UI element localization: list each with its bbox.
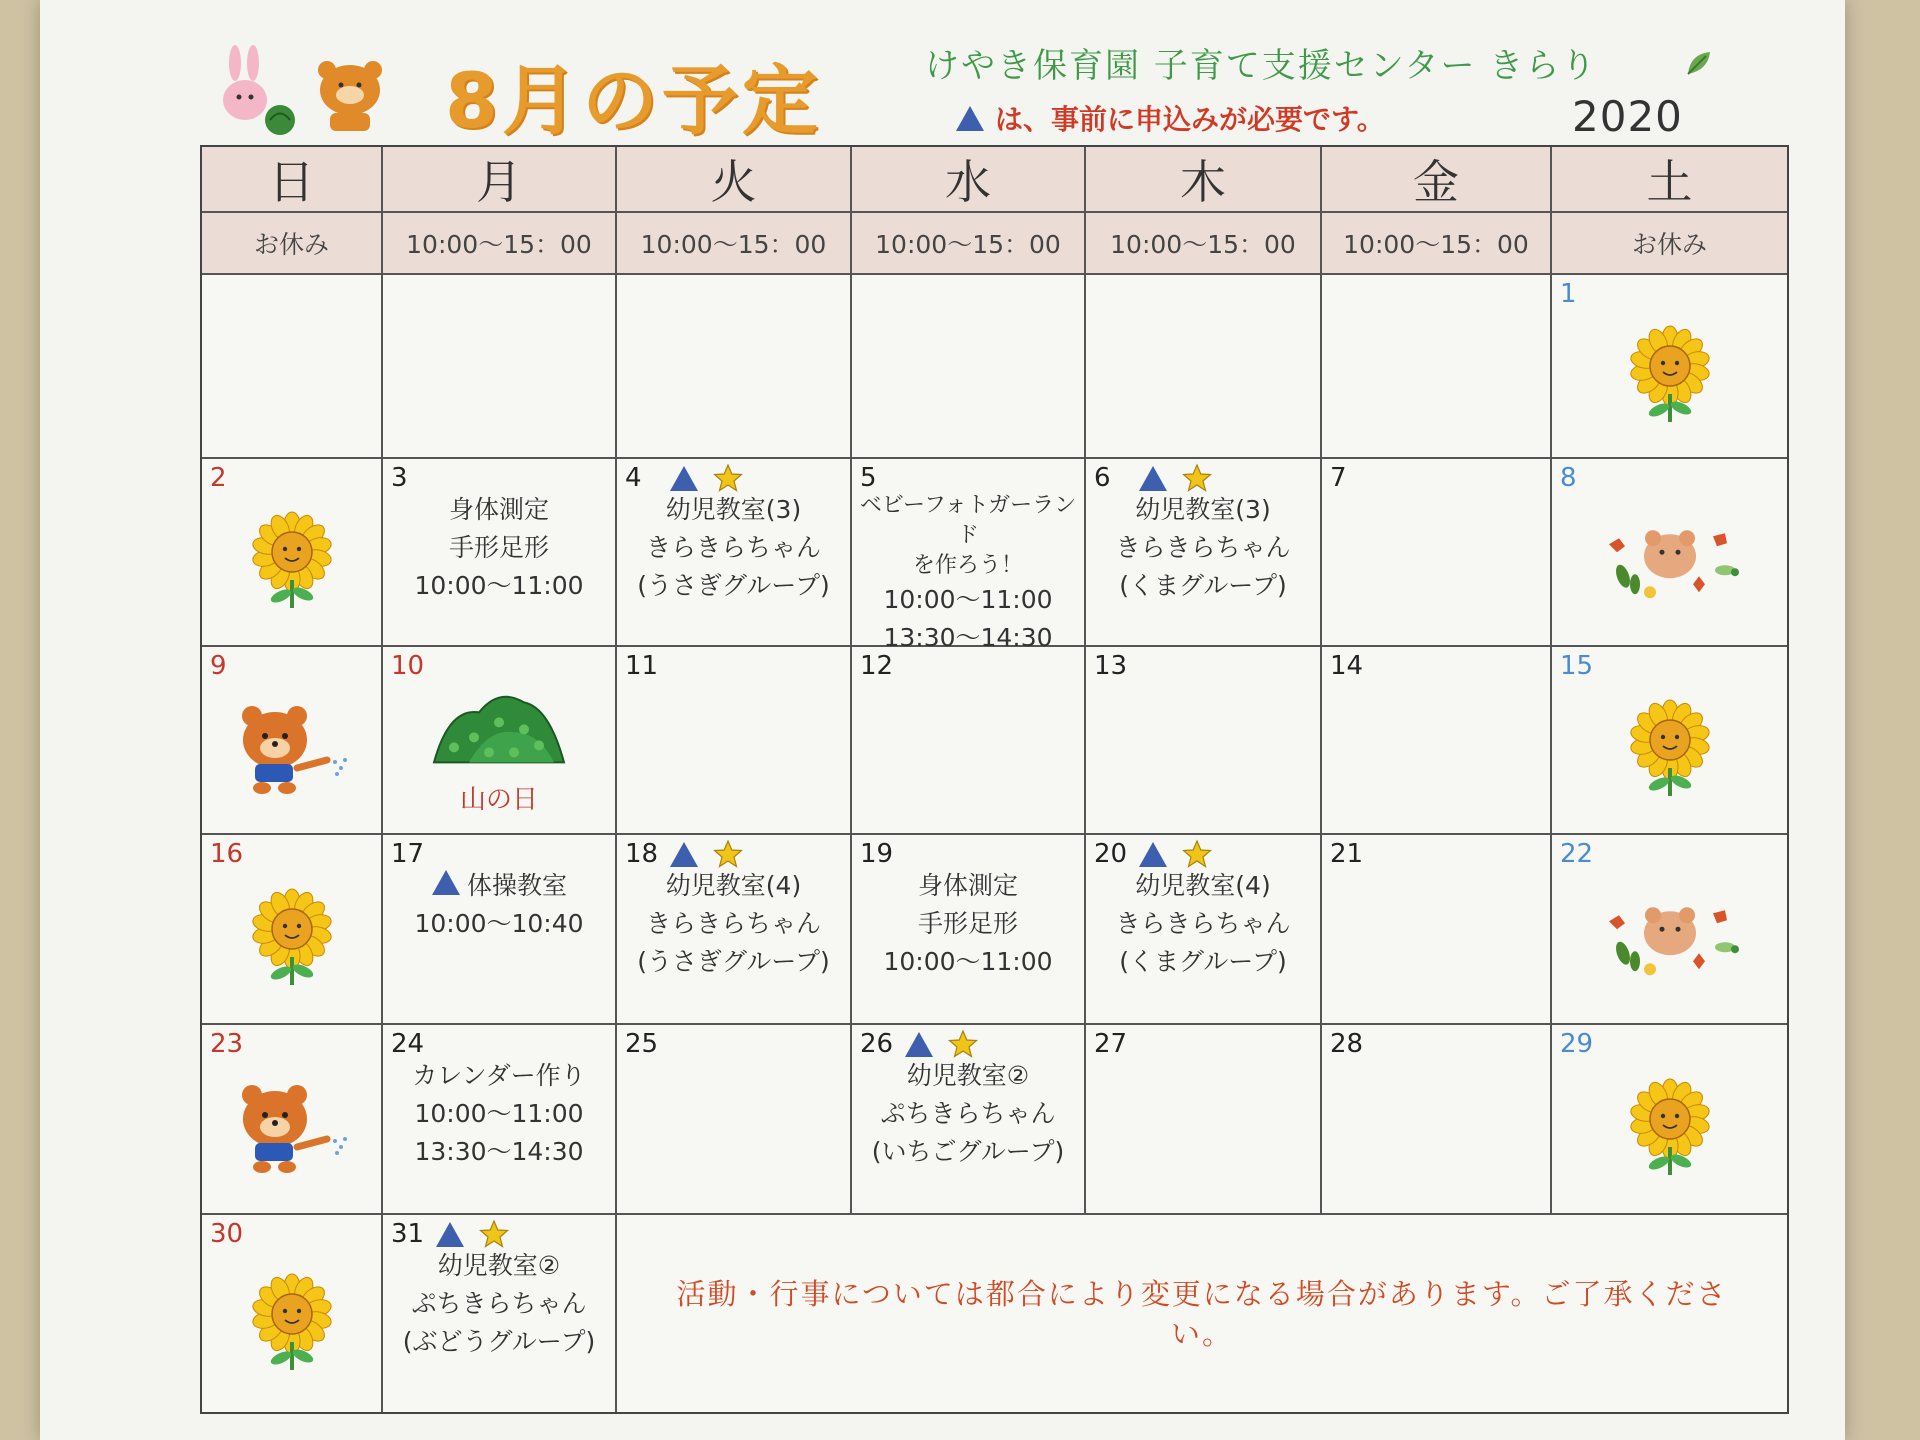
event-markers xyxy=(1138,463,1212,493)
event-text: 幼児教室② ぷちきらちゃん (ぶどうグループ) xyxy=(402,1251,596,1356)
event-text: 身体測定 手形足形 10:00～11:00 xyxy=(414,495,584,600)
calendar-header xyxy=(40,0,1845,150)
day-number: 20 xyxy=(1094,839,1128,869)
day-number: 29 xyxy=(1560,1029,1594,1059)
page-title: 8月の予定 xyxy=(445,56,822,145)
weekday-fri: 金 xyxy=(1322,147,1552,213)
day-cell-6 xyxy=(1086,459,1322,647)
day-number: 23 xyxy=(210,1029,244,1059)
day-cell-14 xyxy=(1322,647,1552,835)
day-cell-22 xyxy=(1552,835,1787,1025)
day-cell-empty xyxy=(1322,275,1552,459)
day-number: 30 xyxy=(210,1219,244,1249)
day-number: 28 xyxy=(1330,1029,1364,1059)
star-marker-icon xyxy=(713,463,743,493)
day-number: 1 xyxy=(1560,279,1577,309)
weekday-wed: 水 xyxy=(852,147,1086,213)
day-number: 11 xyxy=(625,651,659,681)
triangle-marker-icon xyxy=(955,104,985,132)
day-number: 19 xyxy=(860,839,894,869)
sunflower-icon xyxy=(247,1272,337,1372)
mascot-characters-icon xyxy=(215,45,415,140)
schedule-change-notice xyxy=(617,1215,1787,1412)
year-label: 2020 xyxy=(1572,92,1683,141)
event-markers xyxy=(435,1219,509,1249)
day-cell-13 xyxy=(1086,647,1322,835)
day-cell-20 xyxy=(1086,835,1322,1025)
day-number: 21 xyxy=(1330,839,1364,869)
day-cell-27 xyxy=(1086,1025,1322,1215)
day-number: 26 xyxy=(860,1029,894,1059)
day-number: 13 xyxy=(1094,651,1128,681)
day-number: 5 xyxy=(860,463,877,493)
event-text: 幼児教室(3) きらきらちゃん (くまグループ) xyxy=(1115,495,1291,600)
star-marker-icon xyxy=(1182,463,1212,493)
weekday-sun: 日 xyxy=(202,147,383,213)
bear-watering-icon xyxy=(227,698,357,798)
hours-sat: お休み xyxy=(1552,213,1787,275)
day-number: 24 xyxy=(391,1029,425,1059)
day-number: 9 xyxy=(210,651,227,681)
day-number: 6 xyxy=(1094,463,1111,493)
hours-thu: 10:00～15：00 xyxy=(1086,213,1322,275)
event-text: 体操教室 10:00～10:40 xyxy=(383,867,615,943)
triangle-marker-icon xyxy=(904,1030,934,1058)
triangle-marker-icon xyxy=(1138,464,1168,492)
day-cell-24 xyxy=(383,1025,617,1215)
hours-tue: 10:00～15：00 xyxy=(617,213,852,275)
day-cell-empty xyxy=(617,275,852,459)
day-number: 8 xyxy=(1560,463,1577,493)
bear-watering-icon xyxy=(227,1077,357,1177)
event-markers xyxy=(904,1029,978,1059)
hours-wed: 10:00～15：00 xyxy=(852,213,1086,275)
weekday-tue: 火 xyxy=(617,147,852,213)
day-number: 25 xyxy=(625,1029,659,1059)
day-cell-1 xyxy=(1552,275,1787,459)
day-number: 14 xyxy=(1330,651,1364,681)
calendar-sheet xyxy=(40,0,1845,1440)
day-number: 18 xyxy=(625,839,659,869)
hours-sun: お休み xyxy=(202,213,383,275)
day-number: 10 xyxy=(391,651,425,681)
day-cell-29 xyxy=(1552,1025,1787,1215)
triangle-marker-icon xyxy=(669,840,699,868)
weekday-mon: 月 xyxy=(383,147,617,213)
event-markers xyxy=(669,463,743,493)
day-cell-19 xyxy=(852,835,1086,1025)
leaf-icon xyxy=(1680,44,1720,84)
weekday-thu: 木 xyxy=(1086,147,1322,213)
day-cell-17 xyxy=(383,835,617,1025)
calendar-grid xyxy=(200,145,1789,1414)
event-text: ベビーフォトガーランド を作ろう！ 10:00～11:00 13:30～14:30 xyxy=(859,493,1077,652)
triangle-marker-icon xyxy=(1138,840,1168,868)
sunflower-icon xyxy=(247,887,337,987)
day-cell-23 xyxy=(202,1025,383,1215)
weekday-sat: 土 xyxy=(1552,147,1787,213)
day-number: 15 xyxy=(1560,651,1594,681)
day-number: 16 xyxy=(210,839,244,869)
day-cell-empty xyxy=(383,275,617,459)
day-cell-empty xyxy=(1086,275,1322,459)
sunflower-icon xyxy=(1625,698,1715,798)
day-cell-9 xyxy=(202,647,383,835)
day-number: 4 xyxy=(625,463,642,493)
day-cell-5 xyxy=(852,459,1086,652)
star-marker-icon xyxy=(1182,839,1212,869)
triangle-marker-icon xyxy=(435,1220,465,1248)
day-cell-empty xyxy=(852,275,1086,459)
day-number: 3 xyxy=(391,463,408,493)
day-cell-2 xyxy=(202,459,383,647)
day-cell-10 xyxy=(383,647,617,835)
notice-text: は、事前に申込みが必要です。 xyxy=(995,103,1385,136)
hours-mon: 10:00～15：00 xyxy=(383,213,617,275)
day-cell-16 xyxy=(202,835,383,1025)
day-number: 31 xyxy=(391,1219,425,1249)
bear-autumn-leaves-icon xyxy=(1595,514,1745,604)
event-text: 幼児教室② ぷちきらちゃん (いちごグループ) xyxy=(871,1061,1065,1166)
day-number: 27 xyxy=(1094,1029,1128,1059)
triangle-marker-icon xyxy=(431,868,461,896)
day-cell-25 xyxy=(617,1025,852,1215)
day-cell-4 xyxy=(617,459,852,647)
star-marker-icon xyxy=(479,1219,509,1249)
day-cell-31 xyxy=(383,1215,617,1412)
sunflower-icon xyxy=(247,510,337,610)
day-number: 2 xyxy=(210,463,227,493)
day-cell-30 xyxy=(202,1215,383,1412)
event-text: カレンダー作り 10:00～11:00 13:30～14:30 xyxy=(412,1061,586,1166)
star-marker-icon xyxy=(948,1029,978,1059)
sunflower-icon xyxy=(1625,1077,1715,1177)
triangle-marker-icon xyxy=(669,464,699,492)
star-marker-icon xyxy=(713,839,743,869)
event-markers xyxy=(1138,839,1212,869)
hours-fri: 10:00～15：00 xyxy=(1322,213,1552,275)
day-cell-15 xyxy=(1552,647,1787,835)
sunflower-icon xyxy=(1625,324,1715,424)
event-text: 身体測定 手形足形 10:00～11:00 xyxy=(883,871,1053,976)
day-cell-7 xyxy=(1322,459,1552,647)
holiday-label: 山の日 xyxy=(459,785,538,815)
day-cell-11 xyxy=(617,647,852,835)
day-cell-8 xyxy=(1552,459,1787,647)
day-number: 7 xyxy=(1330,463,1347,493)
application-notice xyxy=(955,98,1385,138)
day-number: 22 xyxy=(1560,839,1594,869)
day-cell-26 xyxy=(852,1025,1086,1215)
day-cell-empty xyxy=(202,275,383,459)
day-cell-3 xyxy=(383,459,617,647)
footer-notice-text: 活動・行事については都合により変更になる場合があります。ご了承ください。 xyxy=(676,1276,1728,1351)
day-cell-28 xyxy=(1322,1025,1552,1215)
event-markers xyxy=(669,839,743,869)
day-cell-18 xyxy=(617,835,852,1025)
mountain-icon xyxy=(429,688,569,768)
event-text: 幼児教室(4) きらきらちゃん (うさぎグループ) xyxy=(637,871,830,976)
event-text: 幼児教室(4) きらきらちゃん (くまグループ) xyxy=(1115,871,1291,976)
organization-name: けやき保育園 子育て支援センター きらり xyxy=(925,46,1598,86)
bear-autumn-leaves-icon xyxy=(1595,891,1745,981)
day-number: 12 xyxy=(860,651,894,681)
day-number: 17 xyxy=(391,839,425,869)
event-text: 幼児教室(3) きらきらちゃん (うさぎグループ) xyxy=(637,495,830,600)
day-cell-21 xyxy=(1322,835,1552,1025)
day-cell-12 xyxy=(852,647,1086,835)
